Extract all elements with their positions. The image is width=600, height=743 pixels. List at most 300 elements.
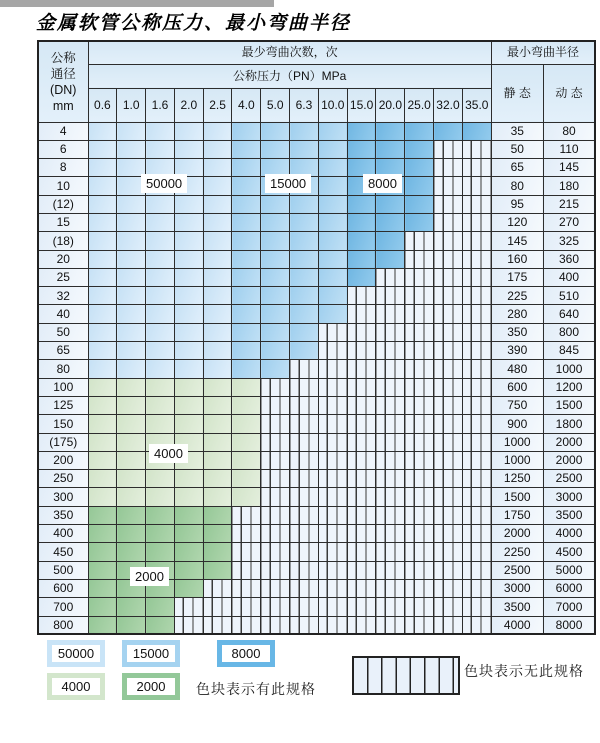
cell-static-radius: 1750 <box>491 506 543 524</box>
cell-no-spec <box>347 561 376 579</box>
zone-label-8000: 8000 <box>363 174 402 193</box>
cell-no-spec <box>434 378 463 396</box>
cell-spec-available <box>318 140 347 158</box>
legend-swatch-8000 <box>217 640 275 667</box>
cell-static-radius: 35 <box>491 122 543 140</box>
cell-spec-available <box>88 122 117 140</box>
cell-no-spec <box>347 360 376 378</box>
cell-no-spec <box>347 378 376 396</box>
table-row-dn-65 <box>38 342 595 360</box>
cell-static-radius: 120 <box>491 213 543 231</box>
cell-spec-available <box>203 305 232 323</box>
cell-spec-available <box>117 433 146 451</box>
cell-spec-available <box>146 470 175 488</box>
cell-dynamic-radius: 145 <box>543 159 595 177</box>
cell-static-radius: 225 <box>491 287 543 305</box>
cell-no-spec <box>261 525 290 543</box>
cell-no-spec <box>261 488 290 506</box>
cell-spec-available <box>261 287 290 305</box>
cell-spec-available <box>146 488 175 506</box>
cell-spec-available <box>232 360 261 378</box>
cell-no-spec <box>405 433 434 451</box>
cell-dn: 10 <box>38 177 88 195</box>
cell-no-spec <box>462 396 491 414</box>
cell-spec-available <box>174 415 203 433</box>
zone-label-50000: 50000 <box>141 174 187 193</box>
cell-dynamic-radius: 1800 <box>543 415 595 433</box>
cell-spec-available <box>203 122 232 140</box>
cell-no-spec <box>347 470 376 488</box>
cell-no-spec <box>405 506 434 524</box>
cell-no-spec <box>434 396 463 414</box>
cell-spec-available <box>117 305 146 323</box>
cell-spec-available <box>203 159 232 177</box>
cell-no-spec <box>462 232 491 250</box>
cell-dn: 32 <box>38 287 88 305</box>
cell-dn: 80 <box>38 360 88 378</box>
cell-dn: 450 <box>38 543 88 561</box>
cell-dn: 100 <box>38 378 88 396</box>
table-row-dn-450 <box>38 543 595 561</box>
cell-spec-available <box>405 159 434 177</box>
cell-spec-available <box>174 342 203 360</box>
cell-spec-available <box>376 213 405 231</box>
cell-dynamic-radius: 8000 <box>543 616 595 634</box>
cell-spec-available <box>146 305 175 323</box>
legend-swatch-label: 4000 <box>52 678 100 695</box>
cell-dynamic-radius: 845 <box>543 342 595 360</box>
cell-spec-available <box>203 360 232 378</box>
cell-dynamic-radius: 1200 <box>543 378 595 396</box>
legend-swatch-50000 <box>47 640 105 667</box>
cell-dn: 15 <box>38 213 88 231</box>
pressure-col-0.6: 0.6 <box>88 88 117 122</box>
dn-column-header <box>38 41 88 122</box>
cell-static-radius: 1250 <box>491 470 543 488</box>
cell-static-radius: 160 <box>491 250 543 268</box>
dn-header-line: 通径 <box>50 66 76 81</box>
cell-spec-available <box>117 140 146 158</box>
cell-spec-available <box>290 323 319 341</box>
cell-static-radius: 480 <box>491 360 543 378</box>
cell-spec-available <box>405 122 434 140</box>
cell-no-spec <box>434 287 463 305</box>
cell-spec-available <box>347 268 376 286</box>
pressure-header: 公称压力（PN）MPa <box>88 64 491 88</box>
cell-no-spec <box>405 250 434 268</box>
cell-no-spec <box>318 470 347 488</box>
cell-spec-available <box>203 433 232 451</box>
cell-spec-available <box>88 360 117 378</box>
cell-no-spec <box>462 250 491 268</box>
legend-swatch-label: 15000 <box>127 645 175 662</box>
cell-spec-available <box>347 122 376 140</box>
cell-spec-available <box>117 488 146 506</box>
cell-static-radius: 65 <box>491 159 543 177</box>
cell-no-spec <box>290 451 319 469</box>
cell-spec-available <box>290 250 319 268</box>
cell-dynamic-radius: 800 <box>543 323 595 341</box>
cell-spec-available <box>232 415 261 433</box>
cell-static-radius: 350 <box>491 323 543 341</box>
cell-spec-available <box>261 360 290 378</box>
table-row-dn-500 <box>38 561 595 579</box>
legend-swatch-4000 <box>47 673 105 700</box>
cell-dn: 400 <box>38 525 88 543</box>
cell-spec-available <box>347 232 376 250</box>
cell-dn: 125 <box>38 396 88 414</box>
cell-spec-available <box>117 360 146 378</box>
cell-dynamic-radius: 640 <box>543 305 595 323</box>
cell-no-spec <box>318 378 347 396</box>
cell-spec-available <box>290 305 319 323</box>
cell-spec-available <box>88 470 117 488</box>
cell-spec-available <box>174 268 203 286</box>
page-title: 金属软管公称压力、最小弯曲半径 <box>36 13 352 34</box>
table-row-dn-10 <box>38 177 595 195</box>
cell-dn: 6 <box>38 140 88 158</box>
cell-spec-available <box>261 250 290 268</box>
static-header: 静 态 <box>491 64 543 122</box>
cell-spec-available <box>174 506 203 524</box>
cell-spec-available <box>232 323 261 341</box>
cell-spec-available <box>318 122 347 140</box>
cell-no-spec <box>232 543 261 561</box>
cell-no-spec <box>462 177 491 195</box>
cell-spec-available <box>203 177 232 195</box>
cell-no-spec <box>376 488 405 506</box>
cell-no-spec <box>376 305 405 323</box>
cell-no-spec <box>462 451 491 469</box>
dynamic-header: 动 态 <box>543 64 595 122</box>
cell-spec-available <box>376 140 405 158</box>
cell-no-spec <box>405 470 434 488</box>
pressure-col-6.3: 6.3 <box>290 88 319 122</box>
cell-spec-available <box>174 122 203 140</box>
pressure-col-1.6: 1.6 <box>146 88 175 122</box>
cell-spec-available <box>117 543 146 561</box>
cell-spec-available <box>146 378 175 396</box>
cell-spec-available <box>462 122 491 140</box>
cell-spec-available <box>203 287 232 305</box>
table-row-dn-200 <box>38 451 595 469</box>
cell-dn: 8 <box>38 159 88 177</box>
dn-header-line: (DN) <box>50 82 77 97</box>
cell-spec-available <box>232 378 261 396</box>
cell-spec-available <box>88 159 117 177</box>
cell-no-spec <box>376 525 405 543</box>
cell-spec-available <box>261 213 290 231</box>
cell-dn: 700 <box>38 598 88 616</box>
pressure-col-1.0: 1.0 <box>117 88 146 122</box>
cell-static-radius: 600 <box>491 378 543 396</box>
cell-no-spec <box>405 378 434 396</box>
cell-dn: 800 <box>38 616 88 634</box>
cell-spec-available <box>261 342 290 360</box>
cell-no-spec <box>434 488 463 506</box>
cell-spec-available <box>117 323 146 341</box>
table-row-dn-100 <box>38 378 595 396</box>
pressure-col-32.0: 32.0 <box>434 88 463 122</box>
cell-no-spec <box>462 195 491 213</box>
cell-no-spec <box>376 396 405 414</box>
cell-no-spec <box>174 598 203 616</box>
spec-table-wrap <box>37 40 594 635</box>
cell-no-spec <box>434 213 463 231</box>
cell-spec-available <box>117 598 146 616</box>
zone-label-2000: 2000 <box>130 567 169 586</box>
cell-no-spec <box>434 305 463 323</box>
cell-no-spec <box>405 342 434 360</box>
table-row-dn-600 <box>38 579 595 597</box>
cell-dynamic-radius: 6000 <box>543 579 595 597</box>
cell-dn: 500 <box>38 561 88 579</box>
table-row-dn-32 <box>38 287 595 305</box>
cell-spec-available <box>88 396 117 414</box>
cell-spec-available <box>88 579 117 597</box>
cell-no-spec <box>376 470 405 488</box>
cell-spec-available <box>376 195 405 213</box>
cell-dn: 50 <box>38 323 88 341</box>
cell-spec-available <box>261 232 290 250</box>
cell-no-spec <box>462 159 491 177</box>
cell-no-spec <box>376 323 405 341</box>
cell-no-spec <box>261 470 290 488</box>
cell-no-spec <box>434 232 463 250</box>
cell-spec-available <box>88 342 117 360</box>
cell-dynamic-radius: 1000 <box>543 360 595 378</box>
dn-header-line: 公称 <box>50 50 76 65</box>
cell-spec-available <box>117 470 146 488</box>
cell-spec-available <box>203 323 232 341</box>
cell-no-spec <box>290 396 319 414</box>
cell-spec-available <box>203 488 232 506</box>
cell-no-spec <box>290 525 319 543</box>
table-row-dn-350 <box>38 506 595 524</box>
cell-spec-available <box>261 195 290 213</box>
cell-spec-available <box>405 213 434 231</box>
cell-no-spec <box>405 543 434 561</box>
cell-no-spec <box>203 598 232 616</box>
cell-static-radius: 750 <box>491 396 543 414</box>
cell-spec-available <box>174 396 203 414</box>
cell-no-spec <box>347 488 376 506</box>
cell-no-spec <box>462 140 491 158</box>
cell-no-spec <box>261 598 290 616</box>
cell-spec-available <box>347 140 376 158</box>
cell-spec-available <box>146 543 175 561</box>
cell-spec-available <box>203 140 232 158</box>
cell-dynamic-radius: 110 <box>543 140 595 158</box>
cell-spec-available <box>232 232 261 250</box>
cell-no-spec <box>318 561 347 579</box>
cell-spec-available <box>347 213 376 231</box>
cell-spec-available <box>117 213 146 231</box>
cell-static-radius: 1000 <box>491 433 543 451</box>
cell-spec-available <box>347 250 376 268</box>
cell-no-spec <box>405 396 434 414</box>
cell-spec-available <box>146 360 175 378</box>
cell-spec-available <box>290 213 319 231</box>
table-row-dn-4 <box>38 122 595 140</box>
table-row-dn-50 <box>38 323 595 341</box>
cell-spec-available <box>261 140 290 158</box>
cell-spec-available <box>117 378 146 396</box>
cell-no-spec <box>290 543 319 561</box>
cell-spec-available <box>318 305 347 323</box>
cell-no-spec <box>232 561 261 579</box>
cell-no-spec <box>434 451 463 469</box>
cell-no-spec <box>347 396 376 414</box>
cell-spec-available <box>174 140 203 158</box>
cell-spec-available <box>290 195 319 213</box>
table-row-dn-400 <box>38 525 595 543</box>
cell-no-spec <box>261 415 290 433</box>
cell-no-spec <box>434 415 463 433</box>
cell-no-spec <box>318 488 347 506</box>
cell-spec-available <box>203 250 232 268</box>
cell-dynamic-radius: 1500 <box>543 396 595 414</box>
cell-spec-available <box>174 561 203 579</box>
cell-spec-available <box>232 159 261 177</box>
cell-no-spec <box>434 342 463 360</box>
cell-no-spec <box>462 378 491 396</box>
cell-spec-available <box>117 342 146 360</box>
cell-no-spec <box>318 579 347 597</box>
cell-no-spec <box>261 433 290 451</box>
cell-no-spec <box>434 525 463 543</box>
cell-no-spec <box>434 250 463 268</box>
pressure-col-2.0: 2.0 <box>174 88 203 122</box>
cell-no-spec <box>290 360 319 378</box>
cell-spec-available <box>203 213 232 231</box>
legend-swatch-label: 50000 <box>52 645 100 662</box>
table-row-dn-15 <box>38 213 595 231</box>
cell-dn: 600 <box>38 579 88 597</box>
cell-dynamic-radius: 3500 <box>543 506 595 524</box>
cell-spec-available <box>117 506 146 524</box>
cell-no-spec <box>405 305 434 323</box>
cell-spec-available <box>88 543 117 561</box>
cell-spec-available <box>88 451 117 469</box>
cell-spec-available <box>146 195 175 213</box>
cell-no-spec <box>261 543 290 561</box>
cell-dn: 25 <box>38 268 88 286</box>
cell-spec-available <box>261 122 290 140</box>
cell-no-spec <box>434 159 463 177</box>
cell-spec-available <box>261 305 290 323</box>
cell-static-radius: 95 <box>491 195 543 213</box>
cell-no-spec <box>376 543 405 561</box>
cell-no-spec <box>232 525 261 543</box>
cell-no-spec <box>405 579 434 597</box>
table-row-dn-175 <box>38 433 595 451</box>
cell-dynamic-radius: 510 <box>543 287 595 305</box>
cell-dynamic-radius: 400 <box>543 268 595 286</box>
cell-spec-available <box>232 140 261 158</box>
legend-no-spec-note: 色块表示无此规格 <box>464 663 584 679</box>
cell-spec-available <box>88 525 117 543</box>
cell-spec-available <box>434 122 463 140</box>
zone-label-4000: 4000 <box>149 444 188 463</box>
cell-spec-available <box>174 525 203 543</box>
table-row-dn-25 <box>38 268 595 286</box>
cell-spec-available <box>318 250 347 268</box>
cell-no-spec <box>290 378 319 396</box>
cell-no-spec <box>290 506 319 524</box>
cell-no-spec <box>405 415 434 433</box>
cell-spec-available <box>232 195 261 213</box>
cell-no-spec <box>232 506 261 524</box>
cell-no-spec <box>347 598 376 616</box>
cell-spec-available <box>203 195 232 213</box>
legend-swatch-label: 2000 <box>127 678 175 695</box>
cell-no-spec <box>434 433 463 451</box>
cell-spec-available <box>203 232 232 250</box>
cell-spec-available <box>232 268 261 286</box>
cell-no-spec <box>376 360 405 378</box>
cell-static-radius: 900 <box>491 415 543 433</box>
cell-spec-available <box>318 232 347 250</box>
cell-static-radius: 280 <box>491 305 543 323</box>
cell-static-radius: 4000 <box>491 616 543 634</box>
cell-spec-available <box>88 415 117 433</box>
pressure-col-15.0: 15.0 <box>347 88 376 122</box>
pressure-col-2.5: 2.5 <box>203 88 232 122</box>
cell-spec-available <box>232 250 261 268</box>
cell-no-spec <box>318 506 347 524</box>
cell-dynamic-radius: 5000 <box>543 561 595 579</box>
cell-spec-available <box>203 525 232 543</box>
cell-no-spec <box>347 525 376 543</box>
cell-spec-available <box>174 360 203 378</box>
cell-dn: 65 <box>38 342 88 360</box>
cell-no-spec <box>290 488 319 506</box>
cell-spec-available <box>146 250 175 268</box>
scan-artifact-strip <box>0 0 274 7</box>
pressure-col-4.0: 4.0 <box>232 88 261 122</box>
cell-no-spec <box>434 543 463 561</box>
cell-spec-available <box>146 287 175 305</box>
cell-spec-available <box>405 177 434 195</box>
legend <box>0 632 600 743</box>
cell-no-spec <box>405 323 434 341</box>
cell-spec-available <box>232 213 261 231</box>
cell-spec-available <box>232 488 261 506</box>
spec-table <box>37 40 596 635</box>
cell-static-radius: 1000 <box>491 451 543 469</box>
cell-no-spec <box>462 305 491 323</box>
cell-spec-available <box>203 561 232 579</box>
cell-no-spec <box>462 268 491 286</box>
cell-spec-available <box>203 378 232 396</box>
cell-spec-available <box>174 579 203 597</box>
cell-spec-available <box>318 268 347 286</box>
cell-dynamic-radius: 2500 <box>543 470 595 488</box>
cell-no-spec <box>405 598 434 616</box>
cell-spec-available <box>261 323 290 341</box>
cell-no-spec <box>347 451 376 469</box>
cell-no-spec <box>376 561 405 579</box>
cell-spec-available <box>88 323 117 341</box>
cell-no-spec <box>462 579 491 597</box>
cell-spec-available <box>88 250 117 268</box>
table-row-dn-80 <box>38 360 595 378</box>
cell-no-spec <box>290 561 319 579</box>
cell-spec-available <box>88 488 117 506</box>
cell-dn: 150 <box>38 415 88 433</box>
cell-no-spec <box>232 598 261 616</box>
